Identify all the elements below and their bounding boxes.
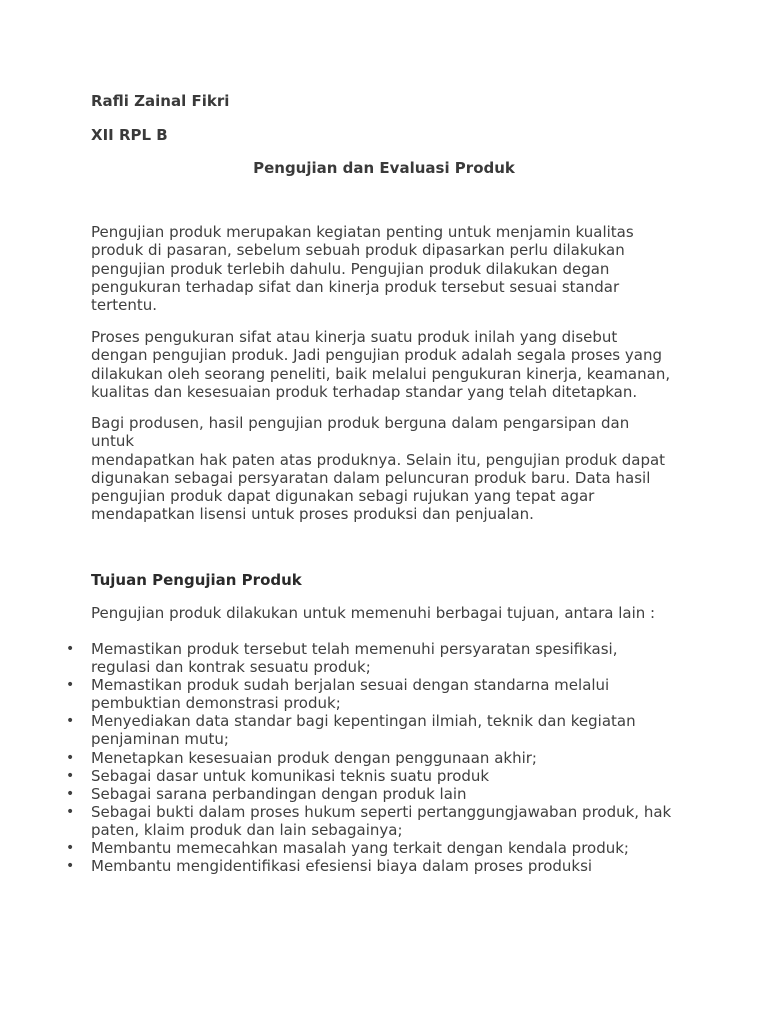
list-item (0, 803, 691, 839)
list-item (0, 640, 691, 676)
goal-list (0, 640, 768, 875)
paragraph-1: Pengujian produk merupakan kegiatan penting untuk menjamin kualitas produk di pasaran, sebelum sebuah produk dipasarkan perlu dilakukan pengujian produk terlebih dahulu. Pengujian produk dilakukan degan pengukuran terhadap sifat dan kinerja produk tersebut sesuai standar tertentu. (91, 223, 634, 315)
section-heading: Tujuan Pengujian Produk (91, 571, 302, 589)
list-item-text: Sebagai bukti dalam proses hukum seperti pertanggungjawaban produk, hak paten, klaim produk dan lain sebagainya; (91, 802, 672, 839)
author-class: XII RPL B (91, 126, 168, 144)
list-item-text: Memastikan produk sudah berjalan sesuai dengan standarna melalui pembuktian demonstrasi produk; (91, 676, 610, 713)
list-item (0, 767, 691, 785)
paragraph-2: Proses pengukuran sifat atau kinerja suatu produk inilah yang disebut dengan pengujian produk. Jadi pengujian produk adalah segala proses yang dilakukan oleh seorang peneliti, baik melalui pengukuran kinerja, keamanan, kualitas dan kesesuaian produk terhadap standar yang telah ditetapkan. (91, 328, 671, 401)
document-title: Pengujian dan Evaluasi Produk (253, 159, 515, 177)
bullet-icon: • (66, 713, 75, 730)
list-item-text: Menetapkan kesesuaian produk dengan penggunaan akhir; (91, 748, 537, 767)
author-name: Rafli Zainal Fikri (91, 92, 230, 110)
bullet-icon: • (66, 785, 75, 802)
bullet-icon: • (66, 767, 75, 784)
paragraph-3: Bagi produsen, hasil pengujian produk berguna dalam pengarsipan dan untuk mendapatkan hak paten atas produknya. Selain itu, pengujian produk dapat digunakan sebagai persyaratan dalam peluncuran produk baru. Data hasil pengujian produk dapat digunakan sebagi rujukan yang tepat agar mendapatkan lisensi untuk proses produksi dan penjualan. (91, 414, 666, 524)
section-intro: Pengujian produk dilakukan untuk memenuhi berbagai tujuan, antara lain : (91, 604, 656, 622)
list-item-text: Membantu memecahkan masalah yang terkait dengan kendala produk; (91, 839, 629, 858)
list-item (0, 712, 691, 748)
list-item-text: Sebagai sarana perbandingan dengan produk lain (91, 784, 467, 803)
list-item (0, 839, 691, 857)
list-item (0, 785, 691, 803)
list-item (0, 749, 691, 767)
bullet-icon: • (66, 749, 75, 766)
bullet-icon: • (66, 803, 75, 820)
list-item (0, 857, 691, 875)
list-item (0, 676, 691, 712)
list-item-text: Menyediakan data standar bagi kepentingan ilmiah, teknik dan kegiatan penjaminan mutu; (91, 712, 636, 749)
list-item-text: Membantu mengidentifikasi efesiensi biaya dalam proses produksi (91, 857, 593, 876)
list-item-text: Memastikan produk tersebut telah memenuhi persyaratan spesifikasi, regulasi dan kontrak sesuatu produk; (91, 640, 618, 677)
bullet-icon: • (66, 840, 75, 857)
bullet-icon: • (66, 641, 75, 657)
bullet-icon: • (66, 677, 75, 694)
bullet-icon: • (66, 858, 75, 875)
list-item-text: Sebagai dasar untuk komunikasi teknis suatu produk (91, 766, 490, 785)
